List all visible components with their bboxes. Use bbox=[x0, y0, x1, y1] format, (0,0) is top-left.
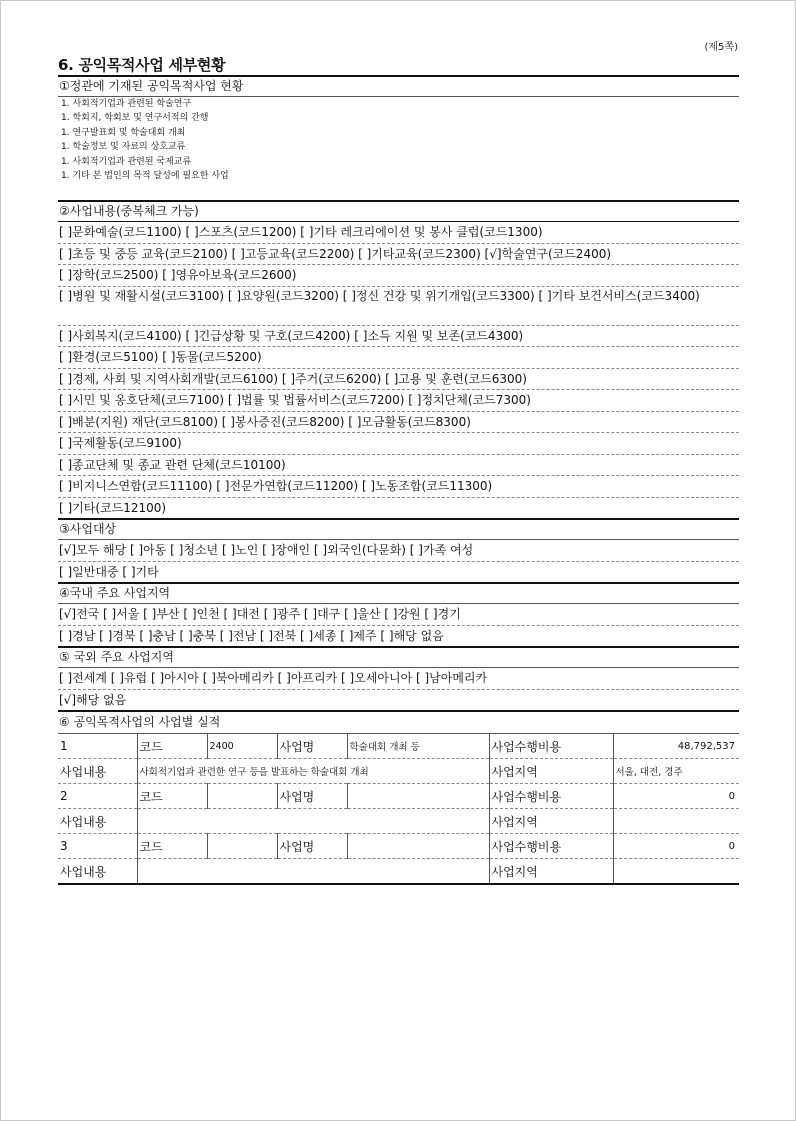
section-1 bbox=[58, 75, 739, 202]
section-4 bbox=[58, 584, 739, 648]
region-label: 사업지역 bbox=[489, 759, 613, 784]
business-type-row: [ ]장학(코드2500) [ ]영유아보육(코드2600) bbox=[58, 265, 739, 287]
section-5-heading: ⑤ 국외 주요 사업지역 bbox=[58, 648, 739, 668]
name-value bbox=[347, 784, 489, 809]
section-5 bbox=[58, 648, 739, 712]
cost-label: 사업수행비용 bbox=[489, 834, 613, 859]
domestic-region-row: [ ]경남 [ ]경북 [ ]충남 [ ]충북 [ ]전남 [ ]전북 [ ]세종 [ ]제주 [ ]해당 없음 bbox=[58, 626, 739, 649]
project-row-2-detail bbox=[58, 809, 739, 834]
cost-value: 48,792,537 bbox=[613, 734, 739, 759]
region-value: 서울, 대전, 경주 bbox=[613, 759, 739, 784]
cost-value: 0 bbox=[613, 834, 739, 859]
business-type-row: [ ]국제활동(코드9100) bbox=[58, 433, 739, 455]
project-row-1-main bbox=[58, 734, 739, 759]
business-type-row: [ ]문화예술(코드1100) [ ]스포츠(코드1200) [ ]기타 레크리에이션 및 봉사 클럽(코드1300) bbox=[58, 222, 739, 244]
domestic-region-row: [√]전국 [ ]서울 [ ]부산 [ ]인천 [ ]대전 [ ]광주 [ ]대구 [ ]울산 [ ]강원 [ ]경기 bbox=[58, 604, 739, 626]
cost-value: 0 bbox=[613, 784, 739, 809]
business-type-row: [ ]배분(지원) 재단(코드8100) [ ]봉사증진(코드8200) [ ]모금활동(코드8300) bbox=[58, 412, 739, 434]
business-type-row: [ ]환경(코드5100) [ ]동물(코드5200) bbox=[58, 347, 739, 369]
project-number: 2 bbox=[58, 784, 137, 809]
content-label: 사업내용 bbox=[58, 809, 137, 834]
region-label: 사업지역 bbox=[489, 809, 613, 834]
cost-label: 사업수행비용 bbox=[489, 784, 613, 809]
charter-project-item: 1. 사회적기업과 관련된 국제교류 bbox=[61, 156, 192, 167]
code-value: 2400 bbox=[207, 734, 277, 759]
section-4-heading: ④국내 주요 사업지역 bbox=[58, 584, 739, 604]
name-label: 사업명 bbox=[277, 734, 347, 759]
content-label: 사업내용 bbox=[58, 859, 137, 885]
section-3 bbox=[58, 520, 739, 584]
business-type-row: [ ]사회복지(코드4100) [ ]긴급상황 및 구호(코드4200) [ ]소득 지원 및 보존(코드4300) bbox=[58, 326, 739, 348]
name-value bbox=[347, 834, 489, 859]
cost-label: 사업수행비용 bbox=[489, 734, 613, 759]
region-value bbox=[613, 859, 739, 885]
content-value: 사회적기업과 관련한 연구 등을 발표하는 학술대회 개최 bbox=[137, 759, 489, 784]
business-type-row: [ ]경제, 사회 및 지역사회개발(코드6100) [ ]주거(코드6200) [ ]고용 및 훈련(코드6300) bbox=[58, 369, 739, 391]
business-type-row: [ ]비지니스연합(코드11100) [ ]전문가연합(코드11200) [ ]노동조합(코드11300) bbox=[58, 476, 739, 498]
code-label: 코드 bbox=[137, 784, 207, 809]
target-row: [√]모두 해당 [ ]아동 [ ]청소년 [ ]노인 [ ]장애인 [ ]외국인(다문화) [ ]가족 여성 bbox=[58, 540, 739, 562]
project-row-3-main bbox=[58, 834, 739, 859]
content-value bbox=[137, 809, 489, 834]
region-value bbox=[613, 809, 739, 834]
code-label: 코드 bbox=[137, 734, 207, 759]
performance-table bbox=[58, 733, 739, 885]
project-row-2-main bbox=[58, 784, 739, 809]
code-value bbox=[207, 784, 277, 809]
business-type-row: [ ]기타(코드12100) bbox=[58, 498, 739, 521]
name-label: 사업명 bbox=[277, 834, 347, 859]
charter-project-item: 1. 기타 본 법인의 목적 달성에 필요한 사업 bbox=[61, 170, 229, 181]
charter-project-list bbox=[58, 97, 739, 183]
overseas-region-row: [ ]전세계 [ ]유럽 [ ]아시아 [ ]북아메리카 [ ]아프리카 [ ]오세아니아 [ ]남아메리카 bbox=[58, 668, 739, 690]
section-2-heading: ②사업내용(중복체크 가능) bbox=[58, 202, 739, 222]
code-value bbox=[207, 834, 277, 859]
project-row-3-detail bbox=[58, 859, 739, 885]
section-6-heading: ⑥ 공익목적사업의 사업별 실적 bbox=[59, 715, 221, 729]
charter-project-item: 1. 연구발표회 및 학술대회 개최 bbox=[61, 127, 186, 138]
overseas-region-row: [√]해당 없음 bbox=[58, 690, 739, 713]
charter-project-item: 1. 학술정보 및 자료의 상호교류 bbox=[61, 142, 186, 153]
section-2 bbox=[58, 202, 739, 520]
form-content bbox=[58, 75, 739, 885]
name-value: 학술대회 개최 등 bbox=[347, 734, 489, 759]
code-label: 코드 bbox=[137, 834, 207, 859]
content-label: 사업내용 bbox=[58, 759, 137, 784]
business-type-row: [ ]초등 및 중등 교육(코드2100) [ ]고등교육(코드2200) [ ]기타교육(코드2300) [√]학술연구(코드2400) bbox=[58, 244, 739, 266]
project-row-1-detail bbox=[58, 759, 739, 784]
project-number: 3 bbox=[58, 834, 137, 859]
target-row: [ ]일반대중 [ ]기타 bbox=[58, 562, 739, 585]
region-label: 사업지역 bbox=[489, 859, 613, 885]
section-title: 6. 공익목적사업 세부현황 bbox=[58, 56, 226, 74]
charter-project-item: 1. 사회적기업과 관련된 학술연구 bbox=[61, 99, 192, 109]
name-label: 사업명 bbox=[277, 784, 347, 809]
charter-project-item: 1. 학회지, 학회보 및 연구서적의 간행 bbox=[61, 113, 209, 124]
section-1-heading: ①정관에 기재된 공익목적사업 현황 bbox=[58, 77, 739, 97]
section-1-list-wrap bbox=[58, 97, 739, 202]
page-number: (제5쪽) bbox=[704, 42, 738, 53]
project-number: 1 bbox=[58, 734, 137, 759]
business-type-row: [ ]병원 및 재활시설(코드3100) [ ]요양원(코드3200) [ ]정신 건강 및 위기개입(코드3300) [ ]기타 보건서비스(코드3400) bbox=[58, 287, 739, 326]
business-type-row: [ ]종교단체 및 종교 관련 단체(코드10100) bbox=[58, 455, 739, 477]
section-3-heading: ③사업대상 bbox=[58, 520, 739, 540]
section-6 bbox=[58, 712, 739, 885]
business-type-row: [ ]시민 및 옹호단체(코드7100) [ ]법률 및 법률서비스(코드7200) [ ]정치단체(코드7300) bbox=[58, 390, 739, 412]
content-value bbox=[137, 859, 489, 885]
